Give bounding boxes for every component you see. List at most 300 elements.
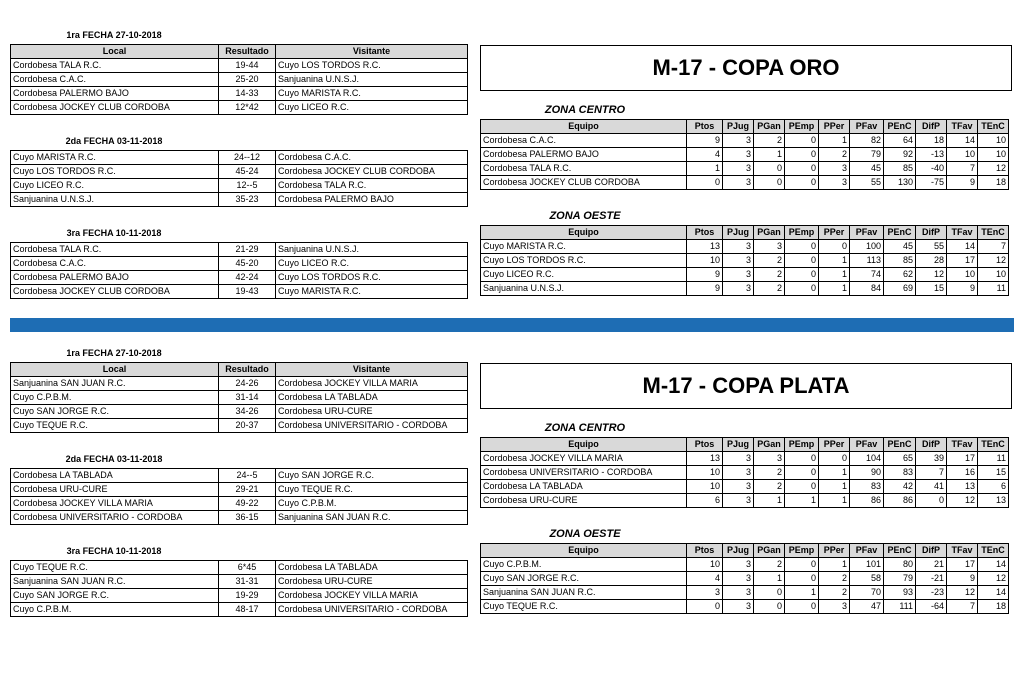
result: 24--5	[219, 469, 276, 483]
stat-penc: 79	[884, 572, 916, 586]
column-header-tenc: TEnC	[978, 120, 1009, 134]
match-row	[11, 179, 468, 193]
stat-tfav: 14	[947, 134, 978, 148]
stat-pgan: 3	[754, 240, 785, 254]
match-row	[11, 469, 468, 483]
stat-pemp: 0	[785, 162, 819, 176]
stat-tenc: 18	[978, 600, 1009, 614]
stat-penc: 111	[884, 600, 916, 614]
stat-penc: 42	[884, 480, 916, 494]
match-row	[11, 73, 468, 87]
stat-pemp: 0	[785, 480, 819, 494]
stat-pjug: 3	[723, 240, 754, 254]
stat-penc: 45	[884, 240, 916, 254]
stat-pfav: 70	[850, 586, 884, 600]
stat-pemp: 0	[785, 600, 819, 614]
stat-pjug: 3	[723, 572, 754, 586]
team-name: Cordobesa UNIVERSITARIO - CORDOBA	[481, 466, 687, 480]
match-row	[11, 419, 468, 433]
local-team: Cordobesa URU-CURE	[11, 483, 219, 497]
local-team: Cuyo LOS TORDOS R.C.	[11, 165, 219, 179]
stat-difp: -21	[916, 572, 947, 586]
stat-pfav: 113	[850, 254, 884, 268]
result: 24--12	[219, 151, 276, 165]
local-team: Cordobesa C.A.C.	[11, 73, 219, 87]
zona-label: ZONA CENTRO	[544, 422, 626, 434]
stat-penc: 86	[884, 494, 916, 508]
stat-ptos: 13	[687, 240, 723, 254]
stat-tenc: 12	[978, 162, 1009, 176]
zona-label: ZONA OESTE	[549, 528, 621, 540]
result: 34-26	[219, 405, 276, 419]
stat-pfav: 101	[850, 558, 884, 572]
column-header-pper: PPer	[819, 120, 850, 134]
column-header-visitante: Visitante	[276, 363, 468, 377]
visitor-team: Sanjuanina U.N.S.J.	[276, 73, 468, 87]
stat-tenc: 12	[978, 254, 1009, 268]
stat-pper: 1	[819, 254, 850, 268]
column-header-equipo: Equipo	[481, 544, 687, 558]
result: 20-37	[219, 419, 276, 433]
match-row	[11, 377, 468, 391]
standings-row	[481, 268, 1009, 282]
stat-difp: 39	[916, 452, 947, 466]
local-team: Cuyo TEQUE R.C.	[11, 561, 219, 575]
standings-row	[481, 176, 1009, 190]
stat-pfav: 82	[850, 134, 884, 148]
team-name: Cordobesa LA TABLADA	[481, 480, 687, 494]
stat-penc: 85	[884, 254, 916, 268]
column-header-pgan: PGan	[754, 226, 785, 240]
column-header-pgan: PGan	[754, 438, 785, 452]
column-header-pper: PPer	[819, 226, 850, 240]
match-row	[11, 243, 468, 257]
column-header-pgan: PGan	[754, 544, 785, 558]
stat-pfav: 47	[850, 600, 884, 614]
team-name: Cordobesa URU-CURE	[481, 494, 687, 508]
result: 31-31	[219, 575, 276, 589]
stat-pper: 1	[819, 480, 850, 494]
column-header-pjug: PJug	[723, 544, 754, 558]
stat-difp: 28	[916, 254, 947, 268]
stat-tfav: 7	[947, 162, 978, 176]
stat-difp: -64	[916, 600, 947, 614]
section-title: M-17 - COPA PLATA	[480, 363, 1012, 409]
match-row	[11, 603, 468, 617]
stat-difp: 15	[916, 282, 947, 296]
stat-ptos: 13	[687, 452, 723, 466]
stat-pjug: 3	[723, 176, 754, 190]
match-table	[10, 242, 468, 299]
column-header-pfav: PFav	[850, 120, 884, 134]
stat-pper: 1	[819, 268, 850, 282]
column-header-pemp: PEmp	[785, 438, 819, 452]
match-table	[10, 362, 468, 433]
standings-row	[481, 452, 1009, 466]
stat-pper: 3	[819, 162, 850, 176]
result: 25-20	[219, 73, 276, 87]
stat-tfav: 9	[947, 572, 978, 586]
stat-pper: 1	[819, 134, 850, 148]
stat-pemp: 0	[785, 558, 819, 572]
result: 21-29	[219, 243, 276, 257]
standings-row	[481, 494, 1009, 508]
stat-pfav: 100	[850, 240, 884, 254]
column-header-difp: DifP	[916, 226, 947, 240]
local-team: Sanjuanina SAN JUAN R.C.	[11, 377, 219, 391]
stat-ptos: 9	[687, 268, 723, 282]
column-header-penc: PEnC	[884, 226, 916, 240]
stat-ptos: 3	[687, 586, 723, 600]
stat-pjug: 3	[723, 452, 754, 466]
stat-pjug: 3	[723, 466, 754, 480]
stat-penc: 80	[884, 558, 916, 572]
stat-ptos: 10	[687, 480, 723, 494]
column-header-pemp: PEmp	[785, 226, 819, 240]
stat-tenc: 10	[978, 148, 1009, 162]
match-header-row	[11, 363, 468, 377]
match-row	[11, 511, 468, 525]
stat-pemp: 0	[785, 240, 819, 254]
visitor-team: Cuyo MARISTA R.C.	[276, 87, 468, 101]
stat-pjug: 3	[723, 558, 754, 572]
result: 42-24	[219, 271, 276, 285]
team-name: Cordobesa PALERMO BAJO	[481, 148, 687, 162]
match-row	[11, 561, 468, 575]
stat-pemp: 0	[785, 282, 819, 296]
match-row	[11, 391, 468, 405]
local-team: Cordobesa TALA R.C.	[11, 243, 219, 257]
stat-pgan: 0	[754, 176, 785, 190]
match-table	[10, 560, 468, 617]
visitor-team: Cordobesa LA TABLADA	[276, 561, 468, 575]
fecha-label: 3ra FECHA 10-11-2018	[66, 228, 162, 238]
standings-table	[480, 543, 1009, 614]
standings-row	[481, 282, 1009, 296]
column-header-tfav: TFav	[947, 120, 978, 134]
stat-pemp: 1	[785, 586, 819, 600]
stat-tenc: 15	[978, 466, 1009, 480]
stat-ptos: 9	[687, 134, 723, 148]
stat-tfav: 10	[947, 268, 978, 282]
result: 19-43	[219, 285, 276, 299]
match-row	[11, 497, 468, 511]
column-header-pemp: PEmp	[785, 544, 819, 558]
match-row	[11, 483, 468, 497]
stat-difp: -23	[916, 586, 947, 600]
stat-pemp: 1	[785, 494, 819, 508]
stat-tfav: 16	[947, 466, 978, 480]
local-team: Cordobesa LA TABLADA	[11, 469, 219, 483]
local-team: Cuyo C.P.B.M.	[11, 603, 219, 617]
visitor-team: Sanjuanina SAN JUAN R.C.	[276, 511, 468, 525]
result: 48-17	[219, 603, 276, 617]
stat-pgan: 2	[754, 254, 785, 268]
stat-tenc: 10	[978, 268, 1009, 282]
stat-ptos: 10	[687, 558, 723, 572]
stat-pjug: 3	[723, 282, 754, 296]
match-header-row	[11, 45, 468, 59]
local-team: Cordobesa PALERMO BAJO	[11, 271, 219, 285]
stat-ptos: 4	[687, 572, 723, 586]
local-team: Sanjuanina SAN JUAN R.C.	[11, 575, 219, 589]
stat-pfav: 86	[850, 494, 884, 508]
column-header-difp: DifP	[916, 120, 947, 134]
team-name: Sanjuanina U.N.S.J.	[481, 282, 687, 296]
match-row	[11, 165, 468, 179]
column-header-pfav: PFav	[850, 438, 884, 452]
column-header-local: Local	[11, 45, 219, 59]
local-team: Cuyo SAN JORGE R.C.	[11, 405, 219, 419]
stat-difp: -40	[916, 162, 947, 176]
standings-row	[481, 466, 1009, 480]
stat-tenc: 7	[978, 240, 1009, 254]
local-team: Cordobesa TALA R.C.	[11, 59, 219, 73]
local-team: Cordobesa PALERMO BAJO	[11, 87, 219, 101]
match-row	[11, 101, 468, 115]
stat-pjug: 3	[723, 254, 754, 268]
result: 36-15	[219, 511, 276, 525]
visitor-team: Cuyo LOS TORDOS R.C.	[276, 271, 468, 285]
stat-ptos: 4	[687, 148, 723, 162]
stat-difp: 18	[916, 134, 947, 148]
stat-pfav: 45	[850, 162, 884, 176]
stat-pper: 2	[819, 572, 850, 586]
visitor-team: Sanjuanina U.N.S.J.	[276, 243, 468, 257]
visitor-team: Cordobesa URU-CURE	[276, 405, 468, 419]
stat-difp: 7	[916, 466, 947, 480]
zona-label: ZONA OESTE	[549, 210, 621, 222]
standings-row	[481, 600, 1009, 614]
match-row	[11, 151, 468, 165]
stat-penc: 92	[884, 148, 916, 162]
visitor-team: Cuyo LOS TORDOS R.C.	[276, 59, 468, 73]
column-header-pjug: PJug	[723, 226, 754, 240]
stat-pjug: 3	[723, 480, 754, 494]
stat-pemp: 0	[785, 452, 819, 466]
team-name: Cordobesa JOCKEY CLUB CORDOBA	[481, 176, 687, 190]
stat-pfav: 90	[850, 466, 884, 480]
visitor-team: Cordobesa UNIVERSITARIO - CORDOBA	[276, 603, 468, 617]
stat-pgan: 2	[754, 282, 785, 296]
stat-penc: 65	[884, 452, 916, 466]
stat-tenc: 6	[978, 480, 1009, 494]
stat-penc: 93	[884, 586, 916, 600]
stat-pper: 1	[819, 282, 850, 296]
column-header-ptos: Ptos	[687, 438, 723, 452]
result: 12*42	[219, 101, 276, 115]
team-name: Cuyo TEQUE R.C.	[481, 600, 687, 614]
column-header-penc: PEnC	[884, 544, 916, 558]
fecha-label: 1ra FECHA 27-10-2018	[66, 348, 162, 358]
standings-row	[481, 586, 1009, 600]
stat-tenc: 10	[978, 134, 1009, 148]
column-header-tfav: TFav	[947, 438, 978, 452]
result: 35-23	[219, 193, 276, 207]
stat-pper: 2	[819, 586, 850, 600]
standings-header-row	[481, 226, 1009, 240]
stat-difp: 55	[916, 240, 947, 254]
visitor-team: Cuyo LICEO R.C.	[276, 257, 468, 271]
stat-pfav: 58	[850, 572, 884, 586]
column-header-pjug: PJug	[723, 120, 754, 134]
visitor-team: Cordobesa URU-CURE	[276, 575, 468, 589]
stat-pper: 0	[819, 452, 850, 466]
stat-pgan: 0	[754, 600, 785, 614]
local-team: Cuyo C.P.B.M.	[11, 391, 219, 405]
column-header-tenc: TEnC	[978, 226, 1009, 240]
stat-ptos: 1	[687, 162, 723, 176]
stat-pgan: 3	[754, 452, 785, 466]
stat-tenc: 18	[978, 176, 1009, 190]
stat-ptos: 0	[687, 600, 723, 614]
team-name: Cuyo LICEO R.C.	[481, 268, 687, 282]
visitor-team: Cordobesa JOCKEY VILLA MARIA	[276, 589, 468, 603]
stat-penc: 85	[884, 162, 916, 176]
match-row	[11, 87, 468, 101]
stat-tenc: 11	[978, 452, 1009, 466]
standings-row	[481, 572, 1009, 586]
stat-pper: 1	[819, 466, 850, 480]
column-header-pper: PPer	[819, 544, 850, 558]
stat-tenc: 14	[978, 558, 1009, 572]
visitor-team: Cuyo TEQUE R.C.	[276, 483, 468, 497]
stat-difp: 41	[916, 480, 947, 494]
result: 12--5	[219, 179, 276, 193]
column-header-equipo: Equipo	[481, 226, 687, 240]
result: 6*45	[219, 561, 276, 575]
standings-row	[481, 162, 1009, 176]
team-name: Cuyo LOS TORDOS R.C.	[481, 254, 687, 268]
local-team: Cordobesa JOCKEY VILLA MARIA	[11, 497, 219, 511]
result: 29-21	[219, 483, 276, 497]
match-row	[11, 193, 468, 207]
stat-pgan: 2	[754, 466, 785, 480]
stat-penc: 69	[884, 282, 916, 296]
local-team: Cuyo TEQUE R.C.	[11, 419, 219, 433]
standings-header-row	[481, 438, 1009, 452]
stat-pemp: 0	[785, 148, 819, 162]
stat-pfav: 79	[850, 148, 884, 162]
result: 45-24	[219, 165, 276, 179]
stat-pfav: 74	[850, 268, 884, 282]
stat-pgan: 2	[754, 480, 785, 494]
stat-tenc: 12	[978, 572, 1009, 586]
local-team: Cordobesa UNIVERSITARIO - CORDOBA	[11, 511, 219, 525]
stat-tfav: 17	[947, 452, 978, 466]
stat-pemp: 0	[785, 254, 819, 268]
match-row	[11, 271, 468, 285]
standings-row	[481, 134, 1009, 148]
stat-tenc: 14	[978, 586, 1009, 600]
stat-tenc: 13	[978, 494, 1009, 508]
column-header-resultado: Resultado	[219, 363, 276, 377]
stat-tfav: 12	[947, 494, 978, 508]
stat-ptos: 10	[687, 466, 723, 480]
column-header-ptos: Ptos	[687, 120, 723, 134]
stat-pjug: 3	[723, 148, 754, 162]
stat-ptos: 0	[687, 176, 723, 190]
column-header-equipo: Equipo	[481, 120, 687, 134]
stat-pper: 3	[819, 600, 850, 614]
column-header-pfav: PFav	[850, 226, 884, 240]
standings-header-row	[481, 120, 1009, 134]
fecha-label: 2da FECHA 03-11-2018	[65, 136, 163, 146]
match-table	[10, 468, 468, 525]
local-team: Cordobesa JOCKEY CLUB CORDOBA	[11, 285, 219, 299]
match-row	[11, 575, 468, 589]
standings-row	[481, 480, 1009, 494]
column-header-resultado: Resultado	[219, 45, 276, 59]
stat-pgan: 2	[754, 268, 785, 282]
column-header-difp: DifP	[916, 438, 947, 452]
stat-penc: 130	[884, 176, 916, 190]
stat-pemp: 0	[785, 176, 819, 190]
stat-pfav: 83	[850, 480, 884, 494]
standings-table	[480, 119, 1009, 190]
match-table	[10, 150, 468, 207]
stat-difp: 21	[916, 558, 947, 572]
match-row	[11, 405, 468, 419]
column-header-pjug: PJug	[723, 438, 754, 452]
stat-pfav: 84	[850, 282, 884, 296]
result: 19-44	[219, 59, 276, 73]
column-header-tfav: TFav	[947, 544, 978, 558]
team-name: Cordobesa C.A.C.	[481, 134, 687, 148]
visitor-team: Cordobesa C.A.C.	[276, 151, 468, 165]
standings-row	[481, 148, 1009, 162]
stat-pgan: 2	[754, 558, 785, 572]
stat-difp: -75	[916, 176, 947, 190]
stat-tfav: 9	[947, 282, 978, 296]
stat-pper: 1	[819, 558, 850, 572]
stat-pfav: 104	[850, 452, 884, 466]
column-header-tenc: TEnC	[978, 544, 1009, 558]
stat-pemp: 0	[785, 572, 819, 586]
result: 14-33	[219, 87, 276, 101]
match-table	[10, 44, 468, 115]
standings-row	[481, 558, 1009, 572]
visitor-team: Cordobesa JOCKEY VILLA MARIA	[276, 377, 468, 391]
fecha-label: 1ra FECHA 27-10-2018	[66, 30, 162, 40]
visitor-team: Cuyo LICEO R.C.	[276, 101, 468, 115]
match-row	[11, 589, 468, 603]
stat-tfav: 17	[947, 558, 978, 572]
zona-label: ZONA CENTRO	[544, 104, 626, 116]
stat-pjug: 3	[723, 600, 754, 614]
standings-row	[481, 240, 1009, 254]
column-header-tfav: TFav	[947, 226, 978, 240]
visitor-team: Cuyo MARISTA R.C.	[276, 285, 468, 299]
team-name: Cuyo C.P.B.M.	[481, 558, 687, 572]
stat-tenc: 11	[978, 282, 1009, 296]
stat-difp: -13	[916, 148, 947, 162]
result: 24-26	[219, 377, 276, 391]
stat-pgan: 2	[754, 134, 785, 148]
match-row	[11, 285, 468, 299]
stat-difp: 12	[916, 268, 947, 282]
visitor-team: Cordobesa JOCKEY CLUB CORDOBA	[276, 165, 468, 179]
column-header-local: Local	[11, 363, 219, 377]
stat-ptos: 6	[687, 494, 723, 508]
visitor-team: Cuyo C.P.B.M.	[276, 497, 468, 511]
stat-pfav: 55	[850, 176, 884, 190]
column-header-pgan: PGan	[754, 120, 785, 134]
visitor-team: Cordobesa TALA R.C.	[276, 179, 468, 193]
standings-row	[481, 254, 1009, 268]
stat-pgan: 1	[754, 494, 785, 508]
column-header-difp: DifP	[916, 544, 947, 558]
